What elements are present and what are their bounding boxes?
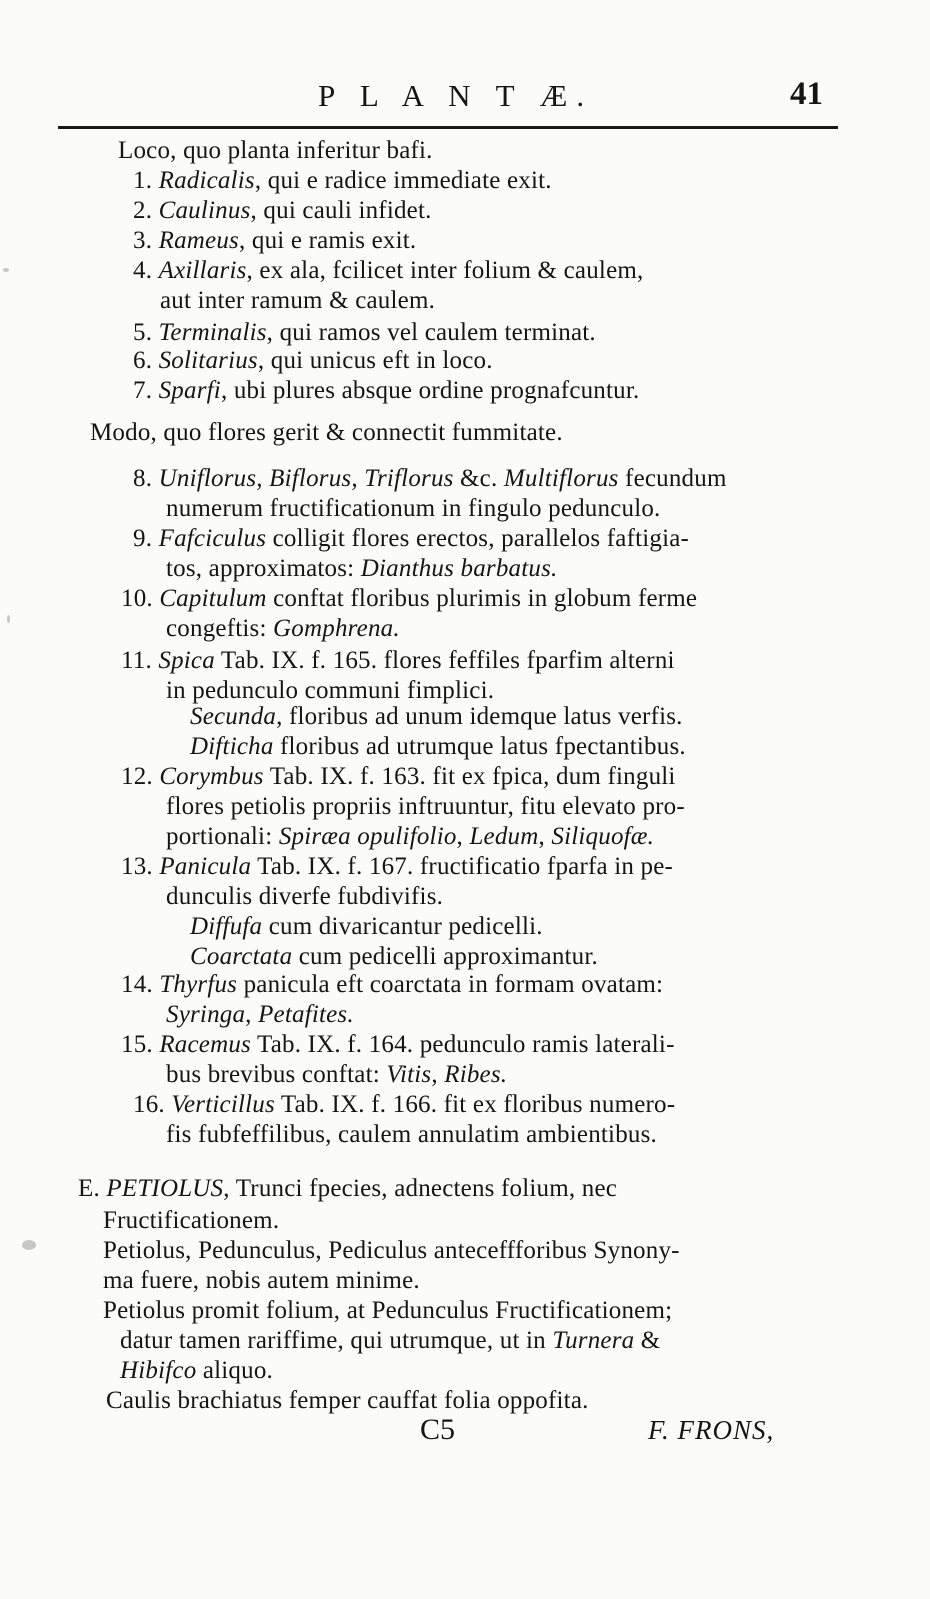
line-segment: tos, approximatos: [166, 555, 361, 582]
italic-term: Sparfi [158, 377, 221, 404]
italic-term: Vitis [386, 1061, 432, 1088]
line-segment: Fructificationem. [103, 1207, 280, 1234]
text-line [190, 912, 543, 942]
text-line [160, 286, 435, 316]
line-segment: dunculis diverfe fubdivifis. [166, 883, 444, 910]
text-line [190, 732, 686, 762]
line-segment: , [538, 823, 552, 850]
catchword: F. FRONS, [648, 1415, 775, 1445]
line-segment: flores petiolis propriis inftruuntur, fitu elevato pro- [166, 793, 685, 820]
text-line [133, 226, 416, 256]
line-segment: cum pedicelli approximantur. [292, 943, 598, 970]
text-line [121, 646, 675, 676]
signature-mark: C5 [420, 1413, 456, 1446]
text-line [103, 1236, 680, 1266]
text-line [133, 196, 432, 226]
text-line [166, 792, 685, 822]
text-line [133, 464, 727, 494]
italic-term: Diffufa [190, 913, 263, 940]
italic-term: Spica [158, 647, 215, 674]
italic-term: Racemus [159, 1031, 251, 1058]
italic-term: Corymbus [159, 763, 264, 790]
text-line [103, 1266, 420, 1296]
line-segment: fecundum [618, 465, 727, 492]
line-segment: Loco, quo planta inferitur bafi. [118, 137, 433, 164]
text-line [133, 166, 552, 196]
line-segment: floribus ad utrumque latus fpectantibus. [273, 733, 686, 760]
italic-term: Difticha [190, 733, 274, 760]
text-line [133, 256, 643, 286]
line-segment: , ubi plures absque ordine prognafcuntur. [220, 377, 640, 404]
text-line [121, 970, 663, 1000]
italic-term: Spiræa opulifolio [278, 823, 457, 850]
line-segment: , qui e radice immediate exit. [254, 167, 552, 194]
line-segment: 2. [133, 197, 159, 224]
line-segment: colligit flores erectos, parallelos faftigia- [266, 525, 690, 552]
paper-speck [22, 1240, 36, 1250]
italic-term: Axillaris [158, 257, 247, 284]
line-segment: Petiolus, Pedunculus, Pediculus anteceffforibus Synony- [103, 1237, 680, 1264]
italic-term: Caulinus [158, 197, 251, 224]
text-line [166, 494, 661, 524]
paper-speck [7, 615, 10, 623]
line-segment: 13. [121, 853, 160, 880]
line-segment: Petiolus promit folium, at Pedunculus Fructificationem; [103, 1297, 673, 1324]
line-segment: numerum fructificationum in fingulo pedunculo. [166, 495, 661, 522]
text-line [166, 1120, 657, 1150]
line-segment: 10. [121, 585, 160, 612]
text-line [166, 882, 443, 912]
text-line [106, 1386, 589, 1416]
italic-term: Solitarius [158, 347, 258, 374]
text-line [190, 702, 683, 732]
italic-term: PETIOLUS [106, 1175, 224, 1202]
line-segment: 6. [133, 347, 159, 374]
running-head: P L A N T Æ. [318, 78, 594, 113]
line-segment: , qui ramos vel caulem terminat. [266, 319, 596, 346]
text-line [190, 942, 598, 972]
italic-term: Coarctata [190, 943, 293, 970]
line-segment: Tab. IX. f. 165. flores feffiles fparfim alterni [214, 647, 675, 674]
line-segment: congeftis: [166, 615, 274, 642]
text-line [166, 1060, 507, 1090]
text-line [166, 822, 654, 852]
text-line [133, 524, 689, 554]
line-segment: in pedunculo communi fimplici. [166, 677, 495, 704]
line-segment: cum divaricantur pedicelli. [262, 913, 543, 940]
line-segment: 14. [121, 971, 160, 998]
text-line [78, 1174, 617, 1204]
line-segment: Tab. IX. f. 164. pedunculo ramis laterali- [250, 1031, 675, 1058]
line-segment: , [431, 1061, 445, 1088]
line-segment: 12. [121, 763, 160, 790]
line-segment: , Trunci fpecies, adnectens folium, nec [223, 1175, 618, 1202]
line-segment: 7. [133, 377, 159, 404]
text-line [103, 1206, 279, 1236]
line-segment: , floribus ad unum idemque latus verfis. [276, 703, 683, 730]
italic-term: Multiflorus [503, 465, 619, 492]
line-segment: & [634, 1327, 661, 1354]
line-segment: 9. [133, 525, 159, 552]
italic-term: Thyrfus [159, 971, 238, 998]
header-rule [58, 126, 838, 129]
italic-term: Hibifco [120, 1357, 197, 1384]
text-line [166, 554, 557, 584]
line-segment: 11. [121, 647, 159, 674]
line-segment: 3. [133, 227, 159, 254]
paper-speck [3, 268, 9, 272]
italic-term: Petafites. [258, 1001, 354, 1028]
italic-term: Dianthus barbatus. [360, 555, 558, 582]
page-number: 41 [790, 76, 823, 112]
italic-term: Siliquofæ. [551, 823, 655, 850]
italic-term: Gomphrena. [273, 615, 400, 642]
italic-term: Rameus [158, 227, 239, 254]
italic-term: Panicula [159, 853, 252, 880]
line-segment: , [245, 1001, 259, 1028]
text-line [133, 318, 596, 348]
line-segment: portionali: [166, 823, 279, 850]
text-line [133, 346, 493, 376]
line-segment: aut inter ramum & caulem. [160, 287, 436, 314]
line-segment: E. [78, 1175, 107, 1202]
line-segment: 1. [133, 167, 159, 194]
italic-term: Syringa [166, 1001, 246, 1028]
line-segment: 5. [133, 319, 159, 346]
text-line [103, 1296, 672, 1326]
line-segment: , qui unicus eft in loco. [257, 347, 493, 374]
text-line [121, 584, 697, 614]
line-segment: Tab. IX. f. 163. fit ex fpica, dum finguli [263, 763, 676, 790]
text-line [120, 1356, 273, 1386]
text-line [118, 136, 433, 166]
text-line [166, 614, 400, 644]
line-segment: Caulis brachiatus femper cauffat folia oppofita. [106, 1387, 589, 1414]
text-line [90, 418, 563, 448]
text-line [121, 852, 673, 882]
italic-term: Secunda [190, 703, 277, 730]
line-segment: 15. [121, 1031, 160, 1058]
italic-term: Capitulum [159, 585, 267, 612]
italic-term: Ledum [469, 823, 539, 850]
text-line [133, 1090, 675, 1120]
text-line [166, 1000, 354, 1030]
line-segment: Tab. IX. f. 167. fructificatio fparfa in pe- [251, 853, 674, 880]
line-segment: aliquo. [196, 1357, 273, 1384]
italic-term: Radicalis [158, 167, 255, 194]
line-segment: 8. [133, 465, 159, 492]
italic-term: Uniflorus, Biflorus, Triflorus [158, 465, 454, 492]
line-segment: fis fubfeffilibus, caulem annulatim ambientibus. [166, 1121, 657, 1148]
text-line [133, 376, 639, 406]
line-segment: , qui e ramis exit. [238, 227, 417, 254]
text-line [121, 1030, 675, 1060]
line-segment: , qui cauli infidet. [250, 197, 432, 224]
line-segment: , [456, 823, 470, 850]
italic-term: Ribes. [444, 1061, 508, 1088]
italic-term: Turnera [552, 1327, 635, 1354]
italic-term: Terminalis [158, 319, 267, 346]
line-segment: 16. [133, 1091, 172, 1118]
text-line [120, 1326, 660, 1356]
line-segment: Modo, quo flores gerit & connectit fummitate. [90, 419, 563, 446]
line-segment: Tab. IX. f. 166. fit ex floribus numero- [274, 1091, 676, 1118]
line-segment: datur tamen rariffime, qui utrumque, ut in [120, 1327, 553, 1354]
line-segment: 4. [133, 257, 159, 284]
line-segment: conftat floribus plurimis in globum ferme [266, 585, 698, 612]
line-segment: bus brevibus conftat: [166, 1061, 387, 1088]
line-segment: panicula eft coarctata in formam ovatam: [237, 971, 664, 998]
italic-term: Fafciculus [158, 525, 267, 552]
italic-term: Verticillus [171, 1091, 275, 1118]
line-segment: , ex ala, fcilicet inter folium & caulem, [246, 257, 644, 284]
line-segment: &c. [453, 465, 504, 492]
text-line [121, 762, 676, 792]
line-segment: ma fuere, nobis autem minime. [103, 1267, 420, 1294]
